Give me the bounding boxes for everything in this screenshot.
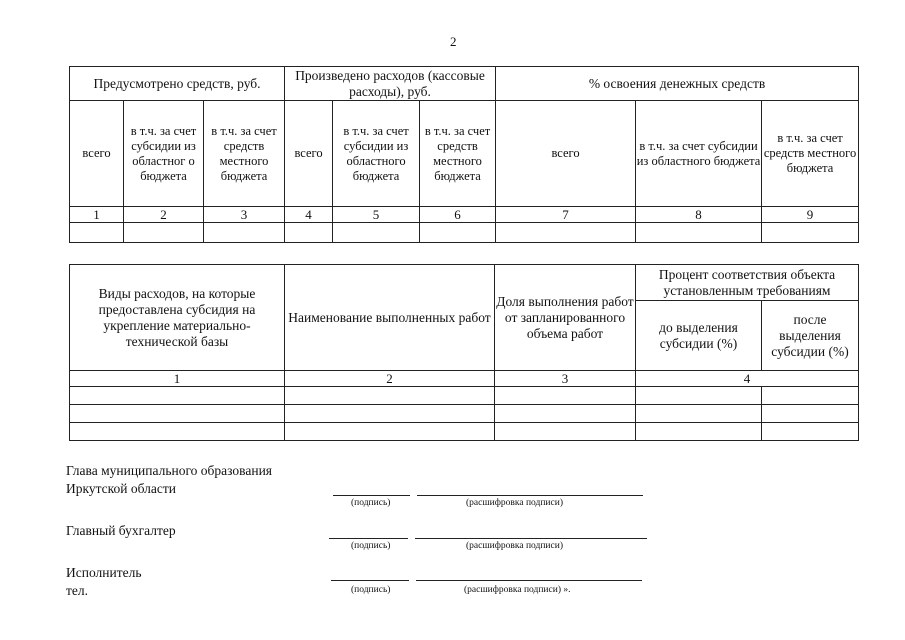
column-number: 8 [636, 207, 762, 223]
empty-cell [333, 223, 420, 243]
executor-signature-line [331, 580, 409, 581]
phone-label: тел. [66, 583, 89, 598]
empty-cell [70, 223, 124, 243]
empty-cell [285, 387, 495, 405]
empty-cell [495, 423, 636, 441]
subheader-regional-subsidy-1: в т.ч. за счет субсидии из областног о бюджета [124, 101, 204, 207]
head-sign-caption: (подпись) [351, 498, 391, 508]
column-number: 1 [70, 207, 124, 223]
empty-cell [636, 423, 762, 441]
header-expense-types: Виды расходов, на которые предоставлена субсидия на укрепление материально-технической базы [70, 265, 285, 371]
column-number: 9 [762, 207, 859, 223]
executor-decode-caption: (расшифровка подписи) ». [464, 585, 571, 595]
table-row [70, 405, 859, 423]
header-compliance-percent: Процент соответствия объекта установленным требованиям [636, 265, 859, 301]
empty-cell [495, 387, 636, 405]
empty-cell [496, 223, 636, 243]
subheader-total-3: всего [496, 101, 636, 207]
head-decode-caption: (расшифровка подписи) [466, 498, 563, 508]
subheader-regional-subsidy-2: в т.ч. за счет субсидии из областного бюджета [333, 101, 420, 207]
head-title-line1: Глава муниципального образования [66, 463, 273, 478]
empty-cell [204, 223, 285, 243]
empty-cell [285, 423, 495, 441]
head-signature-line [333, 495, 410, 496]
header-funds-usage-percent: % освоения денежных средств [496, 67, 859, 101]
empty-cell [495, 405, 636, 423]
executor-sign-caption: (подпись) [351, 585, 391, 595]
empty-cell [70, 405, 285, 423]
header-funds-planned: Предусмотрено средств, руб. [70, 67, 285, 101]
executor-title: Исполнитель [66, 565, 142, 580]
header-works-share: Доля выполнения работ от запланированного объема работ [495, 265, 636, 371]
empty-cell [124, 223, 204, 243]
accountant-signature-line [329, 538, 408, 539]
empty-cell [420, 223, 496, 243]
column-number: 3 [495, 371, 636, 387]
column-number: 4 [636, 371, 859, 387]
empty-cell [285, 223, 333, 243]
table-row [70, 387, 859, 405]
subheader-total-1: всего [70, 101, 124, 207]
column-number: 2 [285, 371, 495, 387]
empty-cell [762, 223, 859, 243]
subheader-total-2: всего [285, 101, 333, 207]
head-title-line2: Иркутской области [66, 481, 177, 496]
empty-cell [285, 405, 495, 423]
subheader-local-budget-3: в т.ч. за счет средств местного бюджета [762, 101, 859, 207]
empty-cell [636, 223, 762, 243]
column-number: 2 [124, 207, 204, 223]
accountant-title: Главный бухгалтер [66, 523, 176, 538]
accountant-decode-line [415, 538, 647, 539]
empty-cell [70, 423, 285, 441]
empty-cell [762, 405, 859, 423]
column-number: 5 [333, 207, 420, 223]
column-number: 3 [204, 207, 285, 223]
column-number: 1 [70, 371, 285, 387]
accountant-sign-caption: (подпись) [351, 541, 391, 551]
table-row [70, 223, 859, 243]
works-table [69, 264, 859, 441]
header-works-name: Наименование выполненных работ [285, 265, 495, 371]
empty-cell [762, 423, 859, 441]
header-before-subsidy: до выделения субсидии (%) [636, 301, 762, 371]
empty-cell [70, 387, 285, 405]
head-decode-line [417, 495, 643, 496]
empty-cell [636, 405, 762, 423]
table-row [70, 423, 859, 441]
accountant-decode-caption: (расшифровка подписи) [466, 541, 563, 551]
empty-cell [636, 387, 762, 405]
subheader-local-budget-2: в т.ч. за счет средств местного бюджета [420, 101, 496, 207]
empty-cell [762, 387, 859, 405]
executor-decode-line [416, 580, 642, 581]
page-number: 2 [450, 34, 457, 49]
column-number: 6 [420, 207, 496, 223]
column-number: 4 [285, 207, 333, 223]
subheader-regional-subsidy-3: в т.ч. за счет субсидии из областного бюджета [636, 101, 762, 207]
funds-table [69, 66, 859, 243]
column-number: 7 [496, 207, 636, 223]
header-expenses-made: Произведено расходов (кассовые расходы), руб. [285, 67, 496, 101]
subheader-local-budget-1: в т.ч. за счет средств местного бюджета [204, 101, 285, 207]
header-after-subsidy: после выделения субсидии (%) [762, 301, 859, 371]
